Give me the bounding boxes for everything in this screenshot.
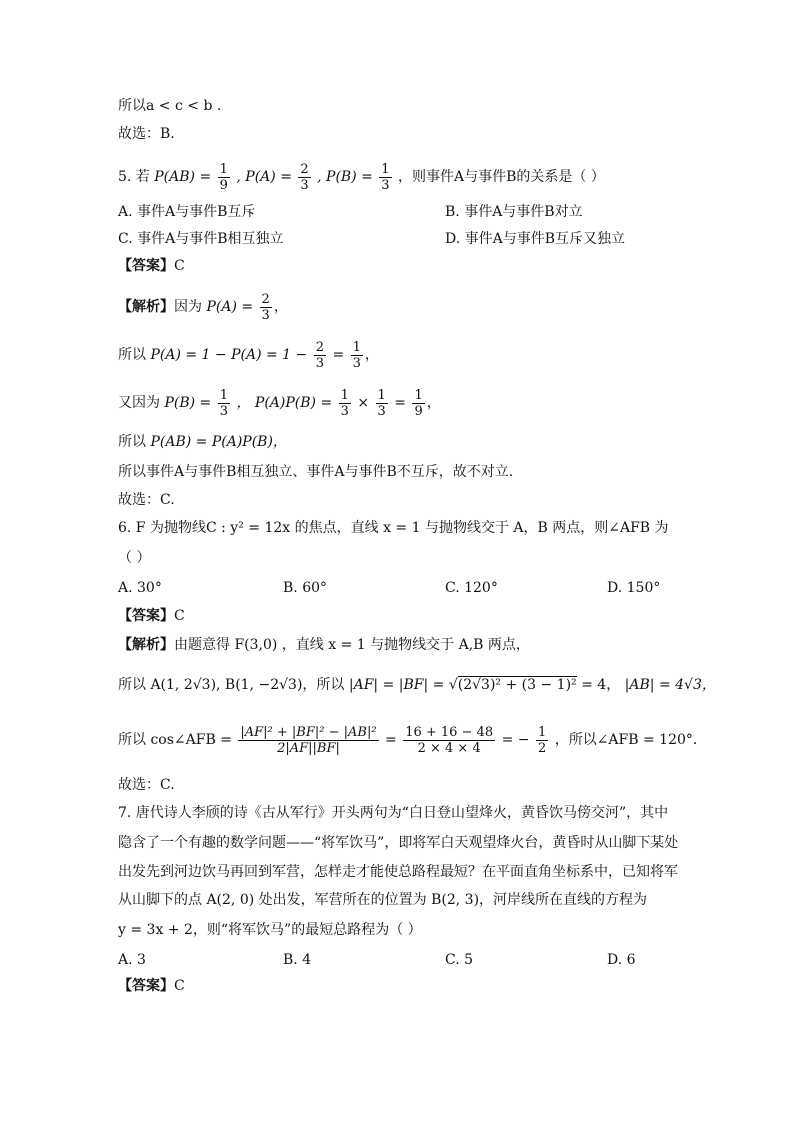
math-expr: P(B) = bbox=[164, 395, 212, 411]
question-number: 5. 若 bbox=[118, 169, 150, 185]
question-7-stem: y = 3x + 2，则“将军饮马”的最短总路程为（ ） bbox=[118, 922, 422, 938]
analysis-line bbox=[118, 432, 287, 452]
math-expr: = 4， bbox=[581, 677, 621, 693]
fraction: $\frac{1}{3}$ bbox=[219, 387, 228, 419]
choose-line: 故选：C. bbox=[118, 777, 175, 793]
option-b: B. 60° bbox=[283, 580, 328, 596]
analysis-line: 所以 cos∠AFB = $\frac{\text{|AF|² + |BF|² − |AB|²}}{2|AF||BF|}$ = $\frac{16 + 16 - 48}{2 \times 4 \times 4}$ = − $\frac{1}{2}$ ，所以∠AFB = 120°. bbox=[118, 724, 698, 756]
analysis-line: 又因为 P(B) = $\frac{1}{3}$ ， P(A)P(B) = $\frac{1}{3}$ × $\frac{1}{3}$ = $\frac{1}{9}$ ， bbox=[118, 387, 441, 419]
question-text: ，则事件A与事件B的关系是（ ） bbox=[398, 169, 605, 185]
answer-value: C bbox=[174, 608, 185, 624]
answer-value: C bbox=[174, 978, 185, 994]
analysis-tag: 【解析】 bbox=[118, 299, 174, 315]
analysis-text: 所以 bbox=[118, 434, 146, 450]
option-a: A. 30° bbox=[118, 580, 162, 596]
fraction: $\frac{\text{|AF|² + |BF|² − |AB|²}}{2|AF||BF|}$ bbox=[240, 724, 377, 756]
analysis-text: 因为 bbox=[174, 299, 202, 315]
answer-value: C bbox=[174, 258, 185, 274]
math-expr: |AF| = |BF| = bbox=[348, 677, 445, 693]
option-d: D. 150° bbox=[607, 580, 661, 596]
text-line: 故选：B. bbox=[118, 126, 175, 142]
question-7-stem: 隐含了一个有趣的数学问题——“将军饮马”，即将军白天观望烽火台，黄昏时从山脚下某处 bbox=[118, 835, 679, 851]
option-c: C. 5 bbox=[445, 952, 474, 968]
choose-line: 故选：C. bbox=[118, 492, 175, 508]
option-b: B. 事件A与事件B对立 bbox=[445, 204, 583, 220]
fraction: $\frac{16 + 16 - 48}{2 \times 4 \times 4}$ bbox=[405, 724, 494, 756]
fraction: $\frac{1}{3}$ bbox=[340, 387, 349, 419]
answer-line bbox=[118, 256, 185, 276]
analysis-line: 【解析】因为 P(A) = $\frac{2}{3}$ ， bbox=[118, 291, 288, 323]
question-7-stem: 从山脚下的点 A(2, 0) 处出发，军营所在的位置为 B(2, 3)，河岸线所在直线的方程为 bbox=[118, 892, 648, 908]
math-expr: P(AB) = P(A)P(B)， bbox=[150, 434, 287, 450]
option-b: B. 4 bbox=[283, 952, 312, 968]
analysis-text: 所以 A(1, 2√3), B(1, −2√3)，所以 bbox=[118, 677, 345, 693]
question-6-stem: 6. F 为抛物线C : y² = 12x 的焦点，直线 x = 1 与抛物线交于 A，B 两点，则∠AFB 为 bbox=[118, 520, 669, 536]
fraction: $\frac{1}{3}$ bbox=[352, 339, 361, 371]
analysis-text: 所以 bbox=[118, 347, 146, 363]
option-d: D. 事件A与事件B互斥又独立 bbox=[445, 231, 626, 247]
fraction: $\frac{1}{3}$ bbox=[377, 387, 386, 419]
math-expr: P(A) = bbox=[206, 299, 254, 315]
analysis-line bbox=[118, 635, 530, 655]
analysis-line: 所以事件A与事件B相互独立、事件A与事件B不互斥，故不对立. bbox=[118, 464, 514, 480]
answer-tag: 【答案】 bbox=[118, 608, 174, 624]
question-7-stem: 出发先到河边饮马再回到军营，怎样走才能使总路程最短？在平面直角坐标系中，已知将军 bbox=[118, 864, 678, 880]
question-5-stem bbox=[118, 160, 605, 194]
math-expr: , P(B) = bbox=[317, 169, 373, 185]
option-c: C. 120° bbox=[445, 580, 498, 596]
option-c: C. 事件A与事件B相互独立 bbox=[118, 231, 284, 247]
answer-line bbox=[118, 606, 185, 626]
fraction: $\frac{2}{3}$ bbox=[315, 339, 324, 371]
option-d: D. 6 bbox=[607, 952, 636, 968]
option-a: A. 事件A与事件B互斥 bbox=[118, 204, 256, 220]
math-expr: P(AB) = bbox=[154, 169, 212, 185]
sqrt-expression: √(2√3)² + (3 − 1)² bbox=[448, 677, 577, 693]
fraction: $\frac{1}{2}$ bbox=[537, 724, 547, 756]
fraction: $\frac{2}{3}$ bbox=[300, 161, 309, 193]
analysis-text: 由题意得 F(3,0) ，直线 x = 1 与抛物线交于 A,B 两点， bbox=[174, 637, 530, 653]
text-line: 所以a < c < b . bbox=[118, 98, 222, 114]
math-expr: |AB| = 4√3， bbox=[624, 677, 716, 693]
fraction: $\frac{1}{3}$ bbox=[381, 161, 390, 193]
analysis-line bbox=[118, 672, 716, 698]
math-expr: ， P(A)P(B) = bbox=[236, 395, 333, 411]
analysis-tag: 【解析】 bbox=[118, 637, 174, 653]
answer-tag: 【答案】 bbox=[118, 978, 174, 994]
fraction: $\frac{2}{3}$ bbox=[261, 291, 270, 323]
answer-line bbox=[118, 976, 185, 996]
math-expr: , P(A) = bbox=[236, 169, 292, 185]
fraction: $\frac{1}{9}$ bbox=[414, 387, 423, 419]
analysis-text: 又因为 bbox=[118, 395, 160, 411]
fraction: $\frac{1}{9}$ bbox=[219, 161, 228, 193]
question-6-stem-cont: （ ） bbox=[118, 550, 151, 566]
question-7-stem: 7. 唐代诗人李颀的诗《古从军行》开头两句为“白日登山望烽火，黄昏饮马傍交河”，其中 bbox=[118, 805, 669, 821]
math-expr: P(A) = 1 − P(A) = 1 − bbox=[150, 347, 308, 363]
analysis-text: 所以 cos∠AFB = bbox=[118, 732, 232, 748]
option-a: A. 3 bbox=[118, 952, 146, 968]
answer-tag: 【答案】 bbox=[118, 258, 174, 274]
analysis-line: 所以 P(A) = 1 − P(A) = 1 − $\frac{2}{3}$ = $\frac{1}{3}$ ， bbox=[118, 339, 379, 371]
analysis-text: ，所以∠AFB = 120°. bbox=[554, 732, 698, 748]
